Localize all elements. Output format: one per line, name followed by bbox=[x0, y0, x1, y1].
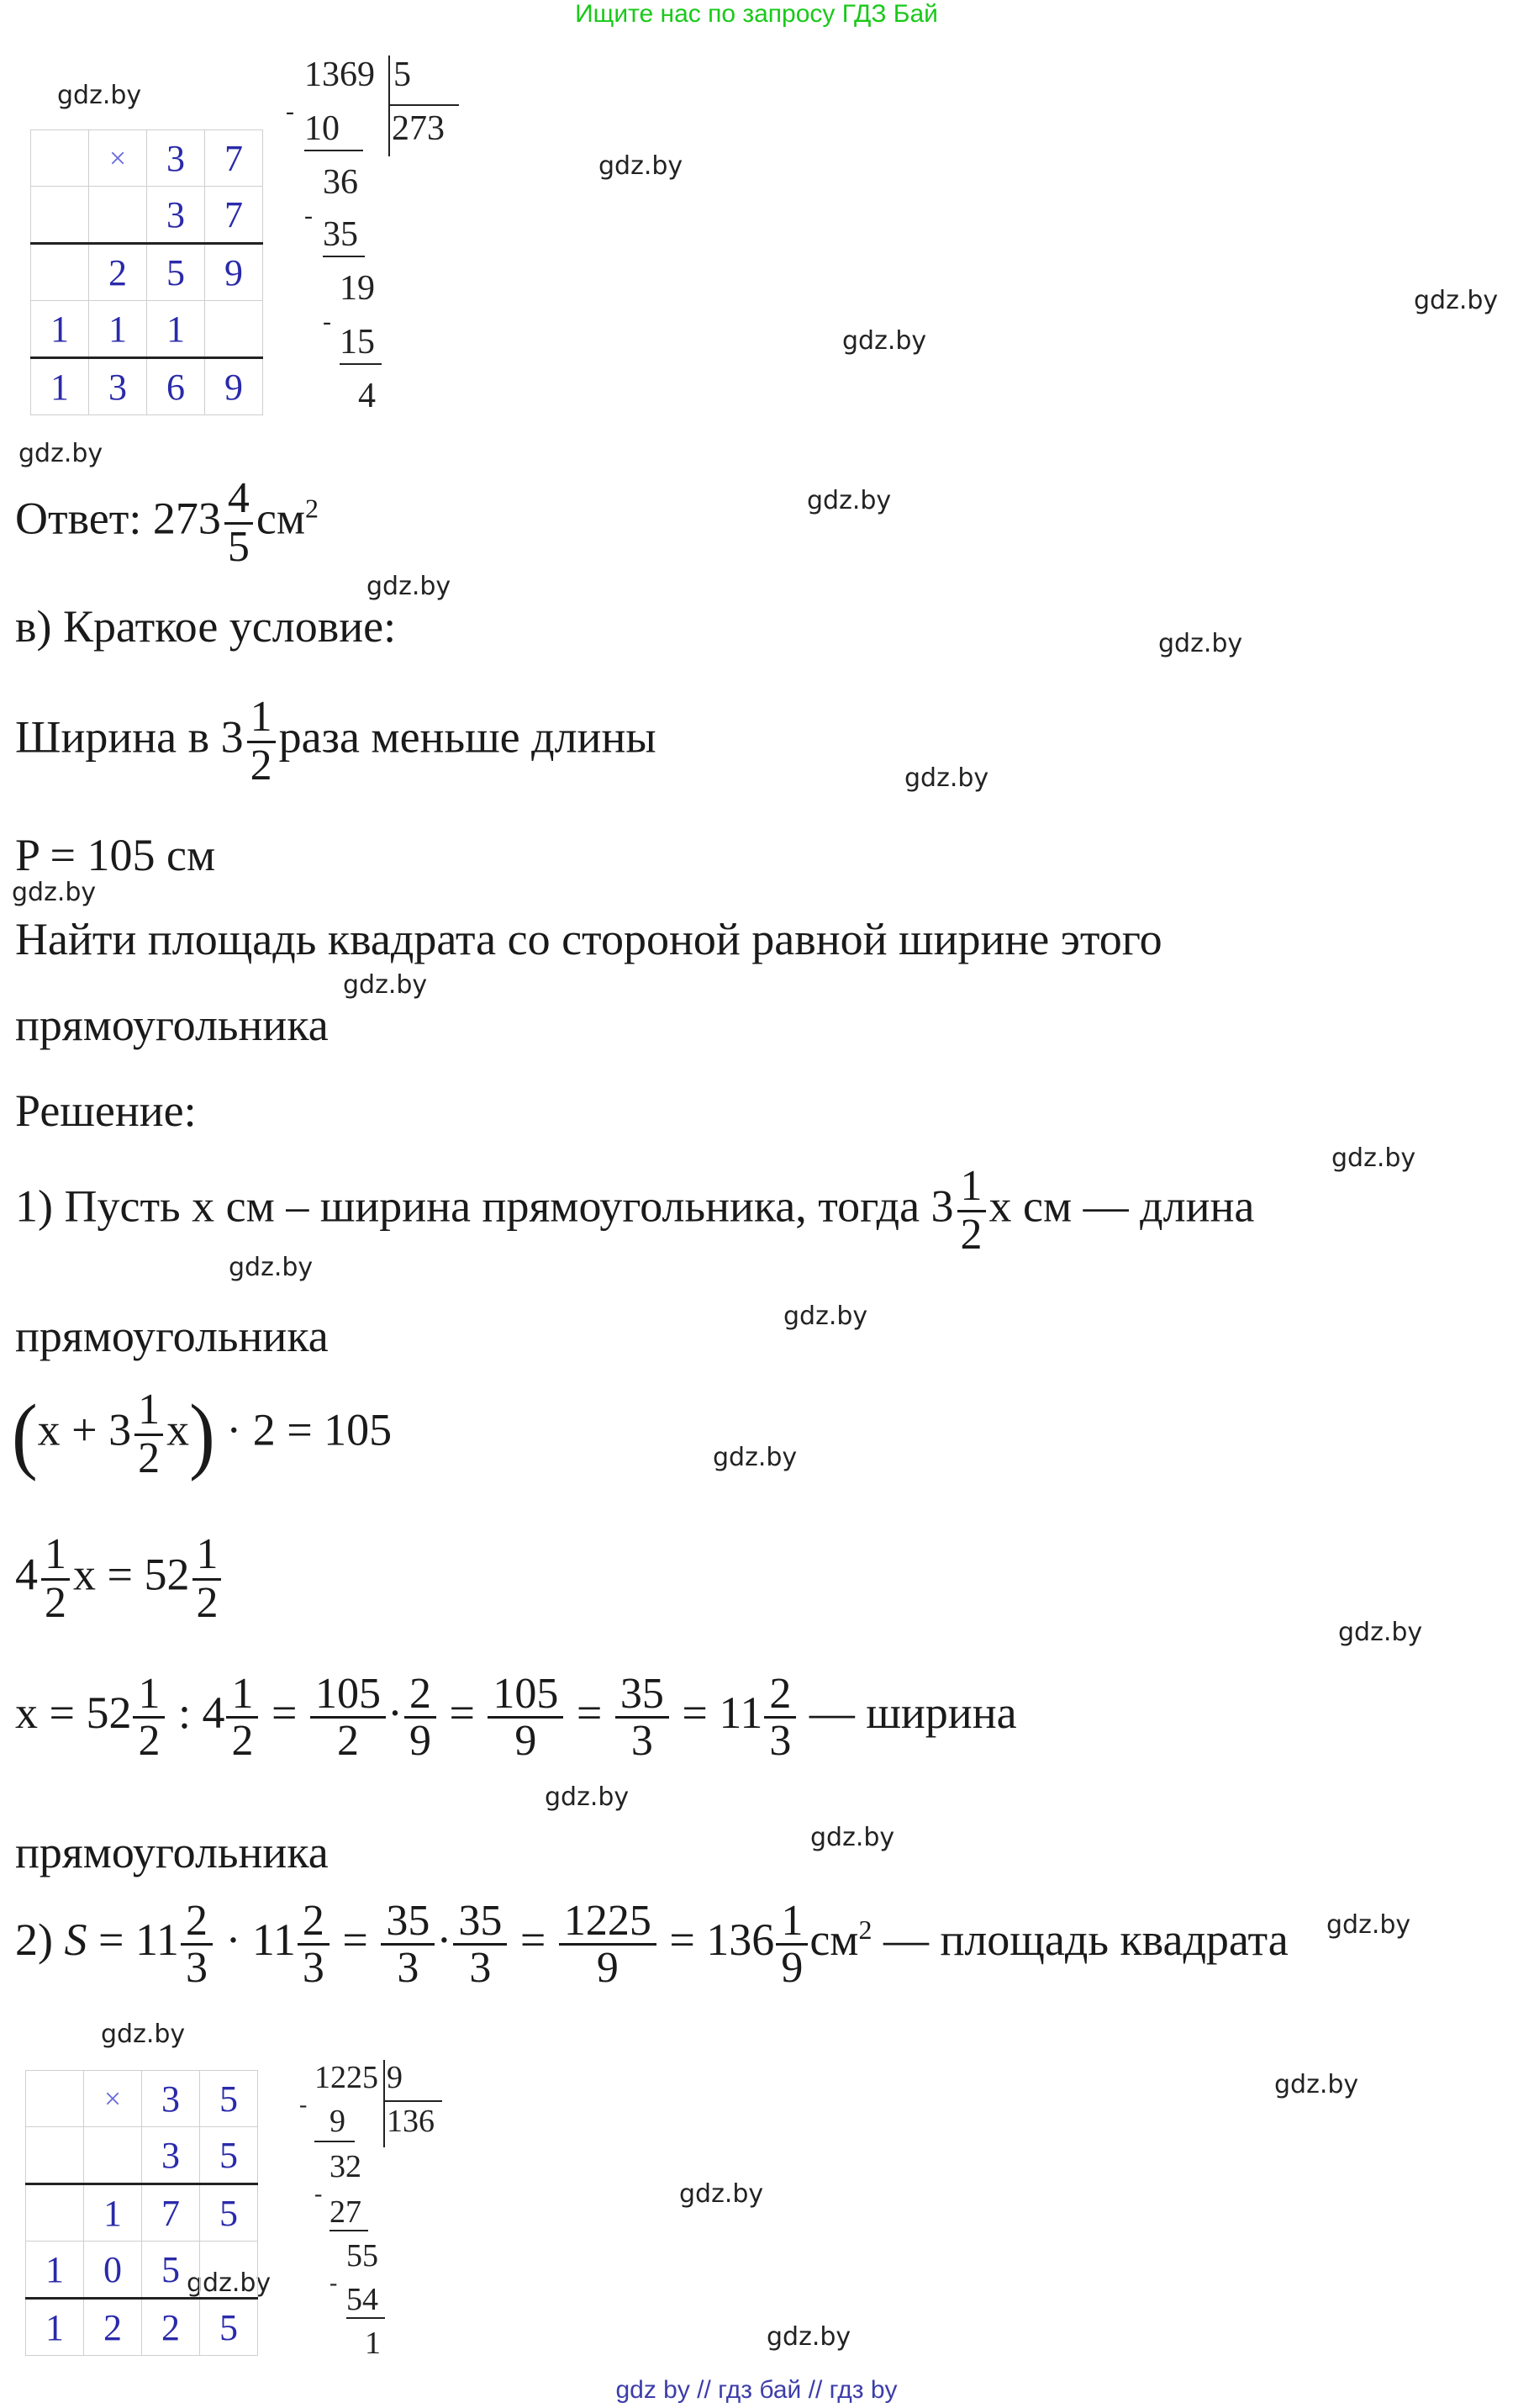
grid-row bbox=[26, 2127, 258, 2184]
grid-cell: 3 bbox=[147, 130, 205, 187]
watermark: gdz.by bbox=[904, 763, 989, 793]
fraction-numerator: 1 bbox=[133, 1671, 165, 1719]
footer-links[interactable]: gdz by // гдз бай // гдз by bbox=[615, 2376, 898, 2404]
grid-cell: 5 bbox=[147, 244, 205, 301]
fraction-numerator: 2 bbox=[298, 1898, 329, 1946]
equation-2 bbox=[15, 1532, 224, 1626]
dividend: 1369 bbox=[304, 55, 375, 94]
watermark: gdz.by bbox=[187, 2268, 271, 2298]
unit: см bbox=[809, 1914, 859, 1965]
fraction-numerator: 1 bbox=[776, 1898, 808, 1946]
find-line-2: прямоугольника bbox=[15, 1000, 329, 1050]
step-1-line-2: прямоугольника bbox=[15, 1311, 329, 1361]
eq-text: 2) bbox=[15, 1914, 53, 1965]
watermark: gdz.by bbox=[783, 1302, 868, 1331]
eq-text: x bbox=[166, 1404, 190, 1455]
watermark: gdz.by bbox=[842, 326, 927, 356]
exponent: 2 bbox=[858, 1914, 872, 1945]
multiplication-grid-2 bbox=[25, 2070, 258, 2356]
grid-cell bbox=[26, 2127, 84, 2184]
equation-3 bbox=[15, 1670, 1017, 1766]
grid-row bbox=[26, 2184, 258, 2242]
condition-text: Ширина в 3 bbox=[15, 711, 244, 763]
grid-cell: × bbox=[89, 130, 147, 187]
grid-row bbox=[31, 244, 263, 301]
watermark: gdz.by bbox=[767, 2322, 851, 2352]
grid-cell bbox=[84, 2127, 142, 2184]
watermark: gdz.by bbox=[1326, 1910, 1411, 1940]
quotient: 136 bbox=[387, 2104, 435, 2139]
division-step: 9 bbox=[329, 2104, 345, 2139]
grid-cell bbox=[205, 301, 263, 358]
long-division-2: 1225 9 136 - 9 32 - 27 55 - 54 1 bbox=[299, 2057, 484, 2376]
grid-cell bbox=[26, 2184, 84, 2242]
fraction-numerator: 1 bbox=[957, 1164, 986, 1212]
watermark: gdz.by bbox=[57, 81, 142, 110]
watermark: gdz.by bbox=[343, 970, 428, 1000]
fraction-denominator: 3 bbox=[397, 1944, 419, 1993]
perimeter-line: P = 105 см bbox=[15, 830, 216, 880]
eq-text: = bbox=[342, 1914, 368, 1965]
fraction-denominator: 9 bbox=[781, 1944, 804, 1993]
grid-cell: 1 bbox=[26, 2299, 84, 2356]
grid-cell bbox=[89, 187, 147, 244]
division-step: 27 bbox=[329, 2194, 361, 2230]
grid-cell: 9 bbox=[205, 358, 263, 415]
fraction-numerator: 35 bbox=[453, 1898, 507, 1946]
answer-label: Ответ: bbox=[15, 493, 142, 544]
grid-row bbox=[26, 2299, 258, 2356]
fraction-denominator: 2 bbox=[196, 1578, 219, 1627]
grid-cell: 3 bbox=[142, 2071, 200, 2127]
fraction-denominator: 3 bbox=[469, 1944, 492, 1993]
fraction-denominator: 2 bbox=[336, 1717, 359, 1766]
eq-text: = bbox=[271, 1687, 298, 1738]
fraction-denominator: 3 bbox=[630, 1717, 653, 1766]
grid-row bbox=[26, 2242, 258, 2299]
multiplication-grid-1 bbox=[30, 129, 263, 415]
division-step: 35 bbox=[323, 215, 358, 254]
step-text: x см — длина bbox=[988, 1180, 1255, 1232]
grid-cell bbox=[31, 244, 89, 301]
fraction-numerator: 1 bbox=[247, 694, 276, 743]
dividend: 1225 bbox=[314, 2060, 378, 2095]
grid-cell: 2 bbox=[89, 244, 147, 301]
grid-cell bbox=[26, 2071, 84, 2127]
division-step: 32 bbox=[329, 2149, 361, 2184]
grid-row bbox=[31, 301, 263, 358]
eq-text: · bbox=[436, 1914, 452, 1965]
fraction-numerator: 4 bbox=[224, 476, 253, 525]
top-banner[interactable]: Ищите нас по запросу ГДЗ Бай bbox=[575, 0, 938, 28]
step-1-line bbox=[15, 1164, 1254, 1258]
grid-cell: 1 bbox=[89, 301, 147, 358]
grid-row bbox=[31, 187, 263, 244]
find-line-1: Найти площадь квадрата со стороной равной ширине этого bbox=[15, 914, 1162, 964]
eq-text: x = 52 bbox=[15, 1687, 132, 1738]
fraction-denominator: 2 bbox=[231, 1717, 254, 1766]
condition-text: раза меньше длины bbox=[278, 711, 656, 763]
part-c-title: в) Краткое условие: bbox=[15, 601, 397, 652]
fraction-denominator: 2 bbox=[45, 1578, 66, 1627]
step-2-line bbox=[15, 1897, 1289, 1993]
grid-cell: 9 bbox=[205, 244, 263, 301]
watermark: gdz.by bbox=[1274, 2070, 1359, 2099]
fraction-numerator: 105 bbox=[310, 1671, 386, 1719]
division-step: 15 bbox=[340, 323, 375, 362]
grid-cell: 1 bbox=[147, 301, 205, 358]
quotient: 273 bbox=[392, 109, 445, 148]
exponent: 2 bbox=[305, 493, 319, 524]
fraction-denominator: 9 bbox=[409, 1717, 431, 1766]
area-symbol: S bbox=[64, 1914, 87, 1965]
fraction-numerator: 2 bbox=[764, 1671, 796, 1719]
grid-cell: 3 bbox=[89, 358, 147, 415]
fraction-numerator: 35 bbox=[615, 1671, 669, 1719]
eq-text: = 11 bbox=[682, 1687, 763, 1738]
fraction-numerator: 1 bbox=[41, 1532, 70, 1581]
grid-cell: 7 bbox=[142, 2184, 200, 2242]
watermark: gdz.by bbox=[713, 1443, 798, 1472]
grid-cell: 2 bbox=[84, 2299, 142, 2356]
eq-text: x + 3 bbox=[37, 1404, 132, 1455]
fraction-denominator: 2 bbox=[138, 1717, 161, 1766]
eq-text: x = 52 bbox=[73, 1549, 190, 1600]
division-step: 10 bbox=[304, 109, 340, 148]
fraction-denominator: 9 bbox=[596, 1944, 619, 1993]
watermark: gdz.by bbox=[1158, 629, 1243, 658]
eq-text: = 136 bbox=[669, 1914, 775, 1965]
condition-line bbox=[15, 694, 656, 789]
grid-row bbox=[31, 358, 263, 415]
grid-cell: 1 bbox=[31, 301, 89, 358]
grid-cell bbox=[31, 130, 89, 187]
fraction-numerator: 2 bbox=[404, 1671, 436, 1719]
watermark: gdz.by bbox=[366, 572, 451, 601]
division-step: 1 bbox=[365, 2326, 381, 2361]
watermark: gdz.by bbox=[12, 878, 97, 907]
fraction-denominator: 2 bbox=[138, 1434, 161, 1482]
eq-text: : 4 bbox=[177, 1687, 225, 1738]
eq-text: · 2 = 105 bbox=[226, 1404, 393, 1455]
division-step: 36 bbox=[323, 163, 358, 202]
grid-row bbox=[31, 130, 263, 187]
division-step: 55 bbox=[346, 2238, 378, 2273]
grid-cell: × bbox=[84, 2071, 142, 2127]
eq-text: = bbox=[576, 1687, 603, 1738]
eq-text: = bbox=[449, 1687, 475, 1738]
grid-cell: 3 bbox=[147, 187, 205, 244]
eq-text: — ширина bbox=[809, 1687, 1017, 1738]
eq-text: — площадь квадрата bbox=[883, 1914, 1289, 1965]
fraction-denominator: 9 bbox=[514, 1717, 537, 1766]
watermark: gdz.by bbox=[1331, 1143, 1416, 1173]
eq-text: 4 bbox=[15, 1549, 38, 1600]
grid-cell: 5 bbox=[142, 2242, 200, 2299]
division-step: 19 bbox=[340, 269, 375, 308]
long-division-1: 1369 5 273 - 10 36 - 35 19 - 15 4 bbox=[286, 52, 471, 422]
unit: см bbox=[256, 493, 305, 544]
divisor: 5 bbox=[393, 55, 411, 94]
grid-cell: 5 bbox=[200, 2071, 258, 2127]
fraction-numerator: 105 bbox=[488, 1671, 563, 1719]
step-text: 1) Пусть x см – ширина прямоугольника, тогда 3 bbox=[15, 1180, 954, 1232]
eq-text: = bbox=[519, 1914, 546, 1965]
grid-cell bbox=[31, 187, 89, 244]
fraction-denominator: 3 bbox=[185, 1944, 208, 1993]
grid-cell: 2 bbox=[142, 2299, 200, 2356]
grid-cell: 5 bbox=[200, 2127, 258, 2184]
watermark: gdz.by bbox=[229, 1253, 314, 1282]
grid-cell: 3 bbox=[142, 2127, 200, 2184]
grid-cell: 5 bbox=[200, 2299, 258, 2356]
divisor: 9 bbox=[387, 2060, 403, 2095]
grid-cell: 7 bbox=[205, 130, 263, 187]
watermark: gdz.by bbox=[679, 2179, 764, 2209]
grid-cell: 1 bbox=[26, 2242, 84, 2299]
fraction-numerator: 35 bbox=[381, 1898, 435, 1946]
watermark: gdz.by bbox=[101, 2020, 186, 2049]
watermark: gdz.by bbox=[810, 1823, 895, 1852]
watermark: gdz.by bbox=[598, 151, 683, 181]
eq-text: = 11 bbox=[98, 1914, 179, 1965]
grid-cell: 1 bbox=[84, 2184, 142, 2242]
fraction-denominator: 3 bbox=[769, 1717, 792, 1766]
grid-cell: 5 bbox=[200, 2184, 258, 2242]
fraction-denominator: 3 bbox=[302, 1944, 324, 1993]
fraction-denominator: 2 bbox=[250, 741, 272, 789]
watermark: gdz.by bbox=[1414, 286, 1499, 315]
grid-row bbox=[26, 2071, 258, 2127]
watermark: gdz.by bbox=[1338, 1618, 1423, 1647]
grid-cell: 1 bbox=[31, 358, 89, 415]
watermark: gdz.by bbox=[18, 439, 103, 468]
fraction-numerator: 1 bbox=[134, 1387, 163, 1436]
solution-heading: Решение: bbox=[15, 1085, 197, 1136]
grid-cell: 7 bbox=[205, 187, 263, 244]
equation-3-line-2: прямоугольника bbox=[15, 1827, 329, 1877]
eq-text: · bbox=[387, 1687, 403, 1738]
answer-whole: 273 bbox=[152, 493, 221, 544]
division-step: 54 bbox=[346, 2282, 378, 2317]
fraction-denominator: 5 bbox=[227, 522, 250, 571]
fraction-numerator: 1 bbox=[192, 1532, 221, 1581]
grid-cell: 0 bbox=[84, 2242, 142, 2299]
eq-text: · 11 bbox=[225, 1914, 296, 1965]
equation-1: (x + 3 $\frac{1}{2}$ x) · 2 = 105 bbox=[12, 1386, 393, 1482]
fraction-denominator: 2 bbox=[960, 1210, 983, 1259]
watermark: gdz.by bbox=[545, 1782, 630, 1812]
fraction-numerator: 1225 bbox=[559, 1898, 656, 1946]
fraction-numerator: 1 bbox=[226, 1671, 258, 1719]
fraction-numerator: 2 bbox=[181, 1898, 213, 1946]
answer-line bbox=[15, 476, 319, 570]
watermark: gdz.by bbox=[807, 486, 892, 515]
division-step: 4 bbox=[358, 377, 376, 415]
grid-cell bbox=[200, 2242, 258, 2299]
grid-cell: 6 bbox=[147, 358, 205, 415]
